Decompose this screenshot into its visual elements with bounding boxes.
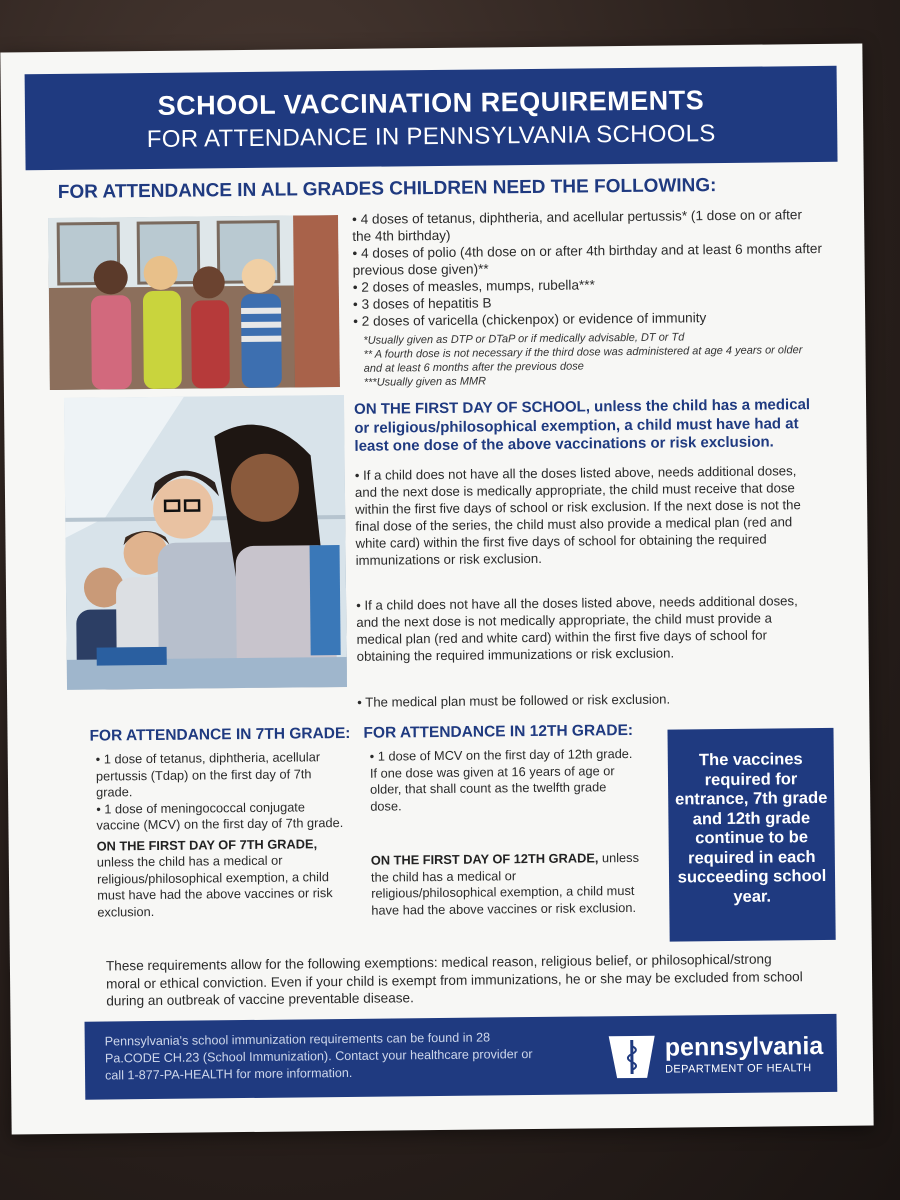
first-day-bullet: • The medical plan must be followed or risk exclusion.	[357, 691, 671, 710]
first-day-lead: ON THE FIRST DAY OF SCHOOL,	[354, 398, 591, 418]
list-item: • 1 dose of meningococcal conjugate vaccine (MCV) on the first day of 7th grade.	[96, 798, 344, 833]
footer-text: Pennsylvania's school immunization requirements can be found in 28 Pa.CODE CH.23 (School Immunization). Contact your healthcare provider or call 1-877-PA-HEALTH for more information.	[104, 1030, 533, 1083]
page-title: SCHOOL VACCINATION REQUIREMENTS	[157, 85, 705, 121]
grade12-sub-heading: ON THE FIRST DAY OF 12TH GRADE,	[370, 850, 599, 868]
grade12-sub-text: unless the child has a medical or religious/philosophical exemption, a child must have had the above vaccines or risk exclusion.	[370, 849, 639, 918]
logo-name: pennsylvania	[664, 1031, 824, 1062]
list-item: • 3 doses of hepatitis B	[352, 295, 492, 312]
grade7-section	[96, 749, 348, 921]
grade7-sub-heading: ON THE FIRST DAY OF 7TH GRADE,	[96, 835, 318, 854]
children-photo	[48, 215, 340, 390]
list-item: • 4 doses of polio (4th dose on or after 4th birthday and at least 6 months after previous dose given)**	[352, 240, 823, 278]
footnote: ***Usually given as MMR	[363, 375, 487, 389]
callout-box: The vaccines required for entrance, 7th grade and 12th grade continue to be required in each succeeding school year.	[667, 728, 835, 942]
footnotes	[353, 329, 824, 390]
grade12-heading: FOR ATTENDANCE IN 12TH GRADE:	[363, 721, 634, 742]
grade7-first-day	[97, 835, 348, 920]
logo-dept: DEPARTMENT OF HEALTH	[664, 1062, 812, 1076]
flyer-sheet	[0, 44, 873, 1135]
teenagers-photo	[64, 395, 347, 690]
teenagers-illustration	[64, 395, 347, 690]
list-item: • 2 doses of measles, mumps, rubella***	[352, 277, 595, 295]
exemptions-text: These requirements allow for the following exemptions: medical reason, religious belief, or philosophical/strong moral or ethical conviction. Even if your child is exempt from immunizations, he or she may be excluded from school during an outbreak of vaccine preventable disease.	[105, 951, 803, 1009]
first-day-statement	[354, 396, 825, 456]
all-grades-heading: FOR ATTENDANCE IN ALL GRADES CHILDREN NEED THE FOLLOWING:	[57, 175, 717, 203]
list-item: • 1 dose of tetanus, diphtheria, acellular pertussis (Tdap) on the first day of 7th grade.	[95, 749, 321, 800]
list-item: • 2 doses of varicella (chickenpox) or evidence of immunity	[353, 310, 707, 329]
pa-health-logo	[607, 1028, 828, 1084]
grade12-section	[370, 746, 642, 919]
list-item: • 1 dose of MCV on the first day of 12th grade. If one dose was given at 16 years of age or older, that shall count as the twelfth grade dose.	[369, 745, 633, 814]
first-day-bullet: • If a child does not have all the doses listed above, needs additional doses, and the next dose is not medically appropriate, the child must provide a medical plan (red and white card) within the first five days of school for obtaining the required immunizations or risk exclusion.	[356, 593, 798, 664]
grade7-sub-text: unless the child has a medical or religious/philosophical exemption, a child must have had the above vaccines or risk exclusion.	[96, 852, 333, 920]
footnote: ** A fourth dose is not necessary if the third dose was administered at age 4 years or older and at least 6 months after the previous dose	[363, 344, 803, 375]
page-subtitle: FOR ATTENDANCE IN PENNSYLVANIA SCHOOLS	[146, 120, 716, 154]
first-day-bullet: • If a child does not have all the doses listed above, needs additional doses, and the next dose is medically appropriate, the child must receive that dose within the first five days of school or risk exclusion. If the next dose is not the final dose of the series, the child must also provide a medical plan (red and white card) within the first five days of school for obtaining the required immunizations or risk exclusion.	[354, 463, 801, 568]
footer-banner	[85, 1014, 838, 1100]
list-item: • 4 doses of tetanus, diphtheria, and acellular pertussis* (1 dose on or after the 4th birthday)	[352, 207, 803, 244]
footnote: *Usually given as DTP or DTaP or if medically advisable, DT or Td	[363, 331, 685, 347]
grade7-heading: FOR ATTENDANCE IN 7TH GRADE:	[89, 724, 351, 745]
children-illustration	[48, 215, 340, 390]
keystone-icon	[607, 1034, 657, 1081]
first-day-text: unless the child has a medical or religious/philosophical exemption, a child must have had at least one dose of the above vaccinations or risk exclusion.	[354, 396, 811, 455]
header-banner	[25, 66, 838, 170]
grade12-first-day	[371, 850, 642, 919]
all-grades-list	[352, 206, 824, 390]
